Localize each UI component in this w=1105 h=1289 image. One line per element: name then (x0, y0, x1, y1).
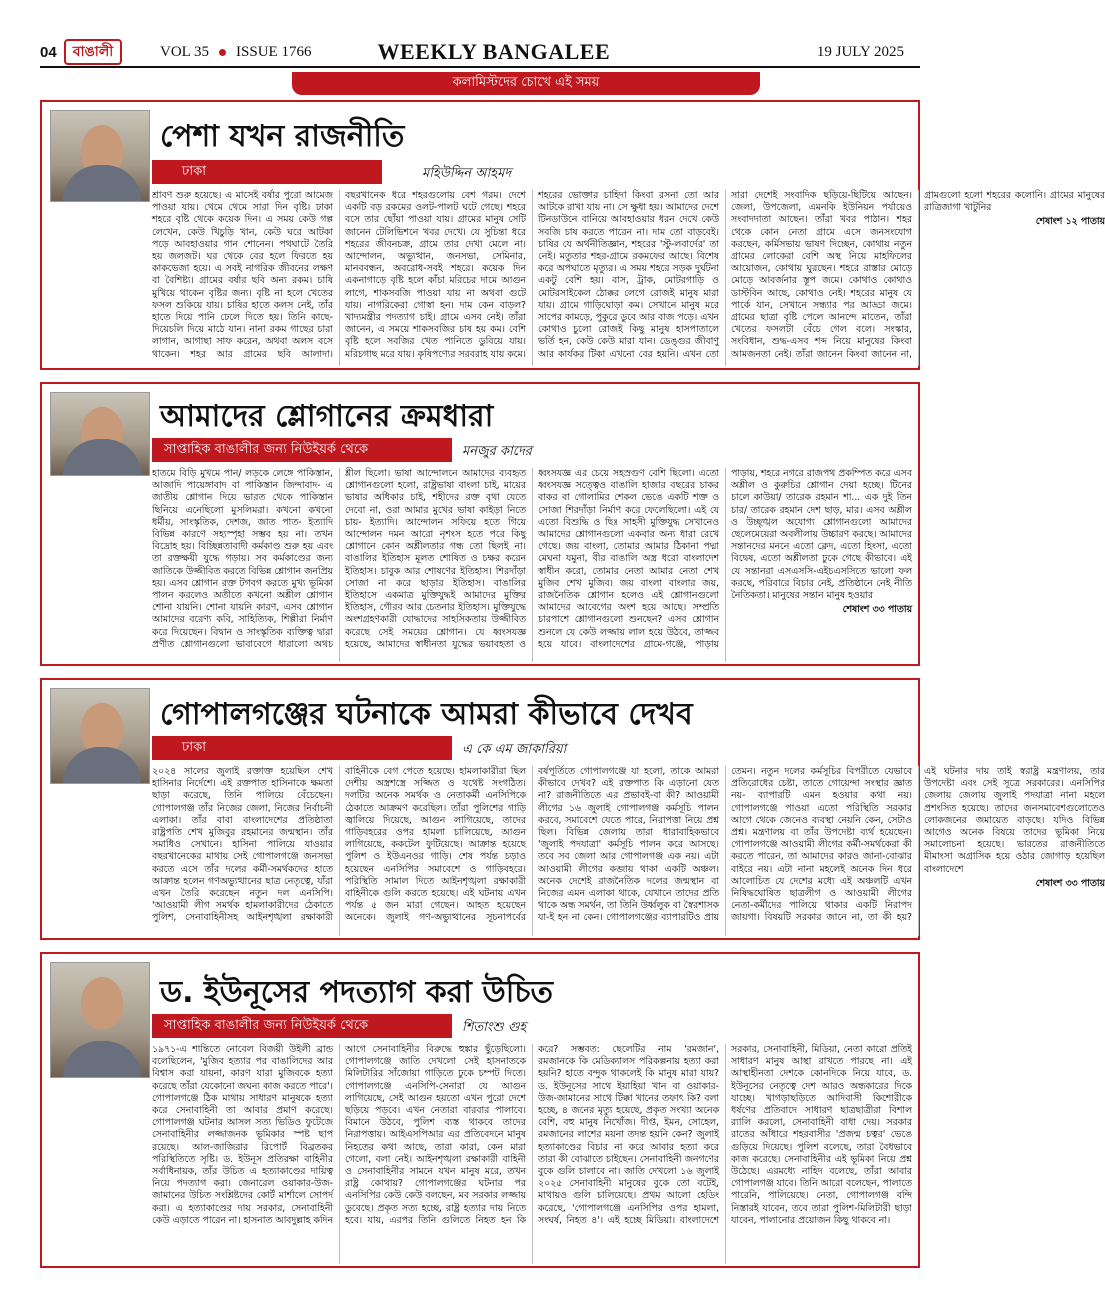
paper-name: WEEKLY BANGALEE (377, 39, 611, 64)
article-4 (40, 952, 920, 1268)
dateline-bar (152, 736, 452, 760)
article-headline: আমাদের শ্লোগানের ক্রমধারা (160, 399, 494, 434)
dateline-bar (152, 438, 452, 462)
article-author: এ কে এম জাকারিয়া (462, 742, 567, 757)
separator-dot-icon (219, 49, 226, 56)
volume-label: VOL 35 (160, 43, 210, 60)
dateline-place: সাপ্তাহিক বাঙালীর জন্য নিউইয়র্ক থেকে (164, 441, 369, 457)
dateline-place: ঢাকা (182, 163, 206, 179)
photo-body-shape (63, 439, 141, 475)
section-banner: কলামিস্টদের চোখে এই সময় (292, 72, 760, 95)
article-author: মহিউদ্দিন আহমদ (422, 166, 512, 181)
article-2 (40, 382, 920, 666)
continued-note: শেষাংশ ১২ পাতায় (1035, 216, 1105, 228)
photo-body-shape (63, 1041, 141, 1077)
continued-note: শেষাংশ ৩৩ পাতায় (842, 604, 912, 616)
article-body-text: হাতমে বিড়ি মুখমে পান/ লড়কে লেঙ্গে পাকিস্তান, আজাদি পায়েঙ্গাবাদ বা পাকিস্তান জিন্দাবাদ- এ জাতীয় শ্লোগান দিয়ে ভারত থেকে পাকিস্তান ছিনিয়ে এনেছিলো মুসলিমরা। কখনো কখনো ধর্মীয়, সাংস্কৃতিক, দেশজ, জাত পাত- ইত্যাদি বিভিন্ন কারণে সহ্যস্পৃহা সম্ভব হয় না। তখন বিদ্রোহ হয়। বিচ্ছিন্নতাবাদী কর্মকাণ্ড শুরু হয় এবং তা রক্তক্ষয়ী যুদ্ধে গড়ায়। সব কর্মকাণ্ডের জন্য জাতিকে উজ্জীবিত করতে বিভিন্ন শ্লোগান জনপ্রিয় হয়। এসব শ্লোগান রক্ত টগবগ করতে মুখ্য ভূমিকা পালন করলেও অতীতে কখনো অশ্লীল শ্লোগান শোনা যায়নি। শোনা যায়নি কারণ, এসব শ্লোগান আমাদের বরেণ্য কবি, সাহিত্যিক, শিল্পীরা নির্মাণ করে দিয়েছেন। বিদ্বান ও সাংস্কৃতিক ব্যক্তিত্ব দ্বারা প্রণীত শ্লোগানগুলো ভাবাবেগে ধারালো অথচ শ্লীল ছিলো। ভাষা আন্দোলনে আমাদের ব্যবহৃত শ্লোগানগুলো হলো, রাষ্ট্রভাষা বাংলা চাই, মায়ের ভাষার অধিকার চাই, শহীদের রক্ত বৃথা যেতে দেবো না, ওরা আমার মুখের ভাষা কাইড়া নিতে চায়- ইত্যাদি। আন্দোলন সফিয়ে হতে গিয়ে আন্দোলন দমন আরো নৃশংস হতে পরে কিছু শ্লোগানে কোন অশ্লীলতার গন্ধ তো ছিলই না। বাঙালির ইতিহাস মূলত শোষিত ও চক্ষর করেন ইতিহাস। চাবুক আর শোষণের ইতিহাস। শিরদাঁড়া সোজা না করে ছাড়ার ইতিহাস। বাঙালির ইতিহাসে একমাত্র মুক্তিযুদ্ধই আমাদের মুক্তির ইতিহাস, গৌরব আর চেতনার ইতিহাস। মুক্তিযুদ্ধে অংশগ্রহণকারী যোদ্ধাদের সাহসিকতায় উজ্জীবিত করেছে সেই সময়ের শ্লোগান। যে ধ্বংসযজ্ঞ হয়েছে, আমাদের স্বাধীনতা যুদ্ধের ভয়াবহতা ও ধ্বংসযজ্ঞ এর চেয়ে সহস্রগুণ বেশি ছিলো। এতো ধ্বংসযজ্ঞ সত্ত্বেও বাঙালি হাজার বছরের চাকর বাকর বা গোলামির শেকল ভেঙে একটি শক্ত ও সোজা শিরদাঁড়া নির্মাণ করে ফেলেছিলো। এই যে এতো বিশুদ্ধি ও ছিঃ সাহসী মুক্তিযুদ্ধ সেখানেও আমাদের শ্লোগানগুলো একবার অন্য ধারা রেখে গেছে। জয় বাংলা, তোমার আমার ঠিকানা পদ্মা মেঘনা যমুনা, বীর বাঙালি অস্ত্র ধরো বাংলাদেশ স্বাধীন করো, তোমার নেতা আমার নেতা শেখ মুজিব শেখ মুজিব। জয় বাংলা বাংলার জয়, রাজনৈতিক শ্লোগান হলেও এই শ্লোগানগুলো আমাদের আবেগের অংশ হয়ে আছে। সম্প্রতি চারপাশে শ্লোগানগুলো শুনছেন? এসব শ্লোগান শুনলে যে কেউ লজ্জায় লাল হয়ে উঠবে, তাজ্জব হয়ে যাবে। বাংলাদেশের গ্রামে-গঞ্জে, পাড়ায় পাড়ায়, শহরে নগরে রাজপথ প্রকম্পিত করে এসব অশ্লীল ও কুরুচির শ্লোগান দেয়া হচ্ছে। টিনের চালে কাউয়া/ তারেক রহমান শা... এক দুই তিন চার/ তারেক রহমান দেশ ছাড়, মার। এসব অশ্লীল ও উচ্ছৃঙ্খল অযোগ্য শ্লোগানগুলো আমাদের ছেলেমেয়েরা অবলীলায় উচ্চারণ করছে। আমাদের সন্তানদের মননে এতো ক্লেদ, এতো হিংসা, এতো বিদ্বেষ, এতো অশ্লীলতা ঢুকে গেছে কীভাবে। এই যে সন্তানরা এসএসসি-এইচএসসিতে ভালো ফল করছে, পরিবারে বিচার নেই, প্রতিষ্ঠানে নেই নীতি নৈতিকতা। মানুষের সন্তান মানুষ হওয়ার (152, 468, 912, 650)
photo-head-shape (81, 977, 123, 1029)
author-photo (50, 110, 150, 202)
article-body-text: ১৯৭১-এ শান্তিতে নোবেল বিজয়ী উইলী ব্রান্ড বলেছিলেন, 'মুজিব হত্যার পর বাঙালিদের আর বিশ্বাস করা যায়না, কারণ যারা মুজিবকে হত্যা করেছে তাঁরা যেকোনো জঘন্য কাজ করতে পারে'। গোপালগঞ্জে ঠিক মাথায় সাধারণ মানুষকে হত্যা করে সেনাবাহিনী তা আবার প্রমাণ করেছে। গোপালগঞ্জ ঘটনার আসল সত্য ভিডিও ফুটেজে সেনাবাহিনীর লজ্জাজনক ভূমিকার স্পষ্ট ছাপ রয়েছে। আল-জাজিরার রিপোর্ট বিব্রতকর পরিস্থিতিতে সৃষ্টি। ড. ইউনূস প্রতিরক্ষা বাহিনীর সর্বাধিনায়ক, তাঁর উচিত এ হত্যাকাণ্ডের দায়িত্ব নিয়ে পদত্যাগ করা। জেনারেল ওয়াকার-উজ-জামানের উচিত সংশ্লিষ্টদের কোর্ট মার্শালে সোপর্দ করা। এ হত্যাকাণ্ডের দায় সরকার, সেনাবাহিনী কেউ এড়াতে পারেন না। হাসনাত আবদুল্লাহ কদিন আগে সেনাবাহিনীর বিরুদ্ধে হুঙ্কার ছুঁড়েছিলো। গোপালগঞ্জে জাতি দেখলো সেই হাসনাতকে মিলিটারির সাঁজোয়া গাড়িতে ঢুকে চম্পট দিতে। গোপালগঞ্জে এনসিপি-সেনারা যে আগুন লাগিয়েছে, সেই আগুন হয়তো এখন পুরো দেশে ছড়িয়ে পড়বে। এখন নেতারা বারবার পালাবে। বিমানে উঠবে, পুলিশ ব্যস্ত থাকবে তাদের নিরাপত্তায়। আইএসপিআর এর প্রতিবেদনে মানুষ নিহতের কথা আছে, তারা কারা, কেন মারা গেলো, বলা নেই। আইনশৃঙ্খলা রক্ষাকারী বাহিনী ও সেনাবাহিনীর সামনে যখন মানুষ মরে, তখন রাষ্ট্র কোথায়? গোপালগঞ্জের ঘটনার পর এনসিপির কেউ কেউ বলছেন, মব সরকার লজ্জায় ডুবেছে। প্রকৃত সত্য হচ্ছে, রাষ্ট্র হত্যার দায় নিতে হবে। যায়, এরপর তিনি গুলিতে নিহত হন কি করে? সম্ভবত: ছেলেটির নাম 'রমজান', রমজানকে কি মেডিক্যালস পরিকল্পনায় হত্যা করা হয়নি? হাতে বন্দুক থাকলেই কি মানুষ মারা যায়? ড. ইউনূসের সাথে ইয়াহিয়া খান বা ওয়াকার-উজ-জামানের সাথে টিক্কা খানের তফাৎ কি? বলা হচ্ছে, ৪ জনের মৃত্যু হয়েছে, প্রকৃত সংখ্যা অনেক বেশি, বহু মানুষ নিখোঁজ। দীপ্ত, ইমন, সোহেল, রমজানের লাশের ময়না তদন্ত হয়নি কেন? জুলাই হত্যাকাণ্ডের বিচার না করে আবার হত্যা করে তারা কী বোঝাতে চাইছেন। সেনাবাহিনী জনগণের বুকে গুলি চালাবে না। জাতি দেখলো ১৬ জুলাই ২০২৫ সেনাবাহিনী মানুষের বুকে তো বটেই, মাথায়ও গুলি চালিয়েছে। প্রথম আলো হেডিং করেছে, 'গোপালগঞ্জে এনসিপির ওপর হামলা, সংঘর্ষ, নিহত ৪'। এই হচ্ছে মিডিয়া। বাংলাদেশে সরকার, সেনাবাহিনী, মিডিয়া, নেতা কারো প্রতিই সাধারণ মানুষ আস্থা রাখতে পারছে না। এই আস্থাহীনতা দেশকে কোনদিকে নিয়ে যাবে, ড. ইউনূসের নেতৃত্বে দেশ আরও অন্ধকারের দিকে যাচ্ছে। খাগড়াছড়িতে আদিবাসী কিশোরীকে ধর্ষণের প্রতিবাদে সাধারণ ছাত্রছাত্রীরা বিশাল র‍্যালি করলো, সেনাবাহিনী বাধা দেয়। সরকার রাতের আঁধারে শহরবাসীর 'প্রজন্ম চত্বর' ভেঙে গুড়িয়ে দিয়েছে। পুলিশ বলেছে, তারা বৈধভাবে কাজ করেছে। সেনাবাহিনীর এই ভূমিকা নিয়ে প্রশ্ন উঠেছে। এরমধ্যে নাহিদ বলেছে, তাঁরা আবার গোপালগঞ্জ যাবে। তিনি আরো বলেছেন, পালাতে পারেনি, পালিয়েছে। নেতা, গোপালগঞ্জ বন্দি নিস্তারই যাবেন, তবে তারা পুলিশ-মিলিটারী ছাড়া যাবেন, পালানোর প্রয়োজন কিছু থাকবে না। (152, 1044, 912, 1226)
article-author: মনজুর কাদের (462, 444, 532, 459)
author-photo (50, 962, 150, 1078)
issue-date: 19 JULY 2025 (816, 43, 904, 60)
photo-body-shape (63, 747, 141, 783)
dateline-place: সাপ্তাহিক বাঙালীর জন্য নিউইয়র্ক থেকে (164, 1017, 369, 1033)
article-author: শিতাংশু গুহ (462, 1020, 527, 1035)
article-3 (40, 678, 1105, 940)
newspaper-logo: বাঙালী (64, 39, 122, 65)
article-body-text: শ্রাবণ শুরু হয়েছে। এ মাসেই বর্ষার পুরো আমেজ পাওয়া যায়। থেমে থেমে সারা দিন বৃষ্টি। ঢাকা শহরে বৃষ্টি থেকে কয়েক দিন। এ সময় কেউ গল্প লেখেন, কেউ খিচুড়ি খান, কেউ ঘরে আটকা পড়ে আবহাওয়ার গান শোনেন। পথঘাটে তৈরি হয় জলজট। ঘর থেকে বের হলে ফিরতে হয় কাকভেজা হয়ে। এ সবই নাগরিক জীবনের লক্ষণ বা বৈশিষ্ট্য। গ্রামের বর্ষার ছবি অন্য রকম। চাষি মুখিয়ে থাকেন বৃষ্টির জন্য। বৃষ্টি না হলে খেতের ফসল শুকিয়ে যায়। চাষির হাতে কলস নেই, তাঁর হাতে দিয়ে পানি ঢেলে দিতে হয়। তিনি কাছে-দিয়েচলি দিয়ে মাঠে যান। নানা রকম গাছের চারা লাগান, আগাছা সাফ করেন, অথবা অলস বসে থাকেন। শহর আর গ্রামের ছবি আলাদা। বছরখানেক ধরে শহরগুলোয় বেশ গরম। দেশে একটি বড় রকমের ওলট-পালট ঘটে গেছে। শহরে বসে তার ছোঁয়া পাওয়া যায়। গ্রামের মানুষ সেটি জানেন টেলিভিশনে খবর দেখে। যে সুচিন্তা ধরে শহরের জীবনচক্র, গ্রামে তার দেখা মেলে না। আন্দোলন, অভ্যুত্থান, জনসভা, সেমিনার, মানববন্ধন, অবরোধ-সবই শহরে। কয়েক দিন একনাগাড়ে বৃষ্টি হলে কাঁচা মরিচের দামে আগুন লাগে, শাকসবজি পাওয়া যায় না অথবা গুটে যায়। নাগরিকেরা গোস্বা হন। দাম কেন বাড়ল? খাদ্যমন্ত্রীর পদত্যাগ চাই। গ্রামে এসব নেই। তাঁরা জানেন, এ সময়ে শাকসবজির চাষ হয় কম। বেশি বৃষ্টি হলে সবজির খেত পানিতে ডুবিয়ে যায়। মরিচগাছ মরে যায়। কৃষিপণ্যের সরবরাহ যায় কমে। শহরের ভোক্তার চাহিদা কিংবা রসনা তো আর আটকে রাখা যায় না। সে ক্ষুধা হয়। আমাদের দেশে টিনডাউনে বানিয়ে আবহাওয়ার ধরন দেখে কেউ সবজি চাষ করতে পারেন না। দাম তো বাড়বেই। চাষির যে অর্থনীতিজ্ঞান, শহরের 'স্টু-লবার্দের' তা নেই। মতুতার শহর-গ্রামে রকমফের আছে। বিশেষ করে অপঘাতে মৃত্যুর। এ সময় শহরে সড়ক দুর্ঘটনা একটু বেশি হয়। বাস, ট্রাক, মোটরগাড়ি ও মোটরসাইকেল ঠোক্কর লেগে রোজই মানুষ মারা যায়। গ্রামে গাড়িঘোড়া কম। সেখানে মানুষ মরে সাপের কামড়ে, পুকুরে ডুবে আর বাজ পড়ে। এখন কোথাও চুলো রোজই কিছু মানুষ হাসপাতালে ভর্তি হন, কেউ কেউ মারা যান। ডেঙ্গুর জীবাণু আর কার্যকর টিকা এখনো বের হয়নি। এখন তো সারা দেশেই সংবাদিক ছড়িয়ে-ছিটিয়ে আছেন। জেলা, উপজেলা, এমনকি ইউনিয়ন পর্যায়েও সংবাদদাতা আছেন। তাঁরা খবর পাঠান। শহর থেকে কোন নেতা গ্রামে এসে জনসংযোগ করছেন, কর্মিসভায় ভাষণ দিচ্ছেন, কোথায় নতুন গ্রামের লোকেরা বেশি অস্থ নিয়ে মাহফিলের আয়োজন, কোথায় ঘুরছেন। শহরে রাস্তার মোড়ে মোড়ে আবর্জনার স্তূপ জমে। কোথাও কোথাও ডাস্টবিন আছে, কোথাও নেই। শহরের মানুষ যে পার্কে যান, সেখানে সন্ধ্যার পর আড্ডা জমে। গ্রামের ছাত্রা বৃষ্টি পেলে আনন্দে মাতেন, তাঁরা খেতের ফসলটা বেঁচে গেল বলে। সংস্কার, সংবিধান, শুদ্ধ-এসব শব্দ নিয়ে মানুষের কিংবা আমজনতা নেই। তাঁরা জানেন কিংবা জানেন না, গ্রামগুলো হলো শহরের কলোনি। গ্রামের মানুষের রাত্রিজাগা খাটুনির (152, 190, 1105, 360)
article-body (152, 766, 1105, 936)
masthead (40, 38, 920, 68)
author-photo (50, 688, 150, 784)
article-1 (40, 100, 1105, 370)
article-body-text: ২০২৪ সালের জুলাই রক্তাক্ত হয়েছিল শেখ হাসিনার নির্দেশে। এই রক্তপাত হাসিনাকে ক্ষমতা ছাড়া করেছে, তিনি পালিয়ে বেঁচেছেন। গোপালগঞ্জ তাঁর নিজের জেলা, নিজের নির্বাচনী এলাকা। তাঁর বাবা বাংলাদেশের প্রতিষ্ঠাতা রাষ্ট্রপতি শেখ মুজিবুর রহমানের জন্মস্থান। তাঁর সমাধিও সেখানে। হাসিনা পালিয়ে যাওয়ার বছরখানেকের মাথায় সেই গোপালগঞ্জে জনসভা করতে এসে তাঁর দলের কর্মী-সমর্থকদের হাতে আক্রান্ত হলেন গণঅভ্যুত্থানের ছাত্র নেতৃত্বে, যাঁরা এখন তৈরি করেছেন নতুন দল এনসিপি। 'আওয়ামী লীগ সমর্থক হামলাকারীদের ঠেকাতে পুলিশ, সেনাবাহিনীসহ আইনশৃঙ্খলা রক্ষাকারী বাহিনীকে বেগ পেতে হয়েছে। হামলাকারীরা ছিল দেশীয় অস্ত্রশস্ত্রে সজ্জিত ও যথেষ্ট সংগঠিত। দলটির অনেক সমর্থক ও নেতাকর্মী এনসিপিকে ঠেকাতে আক্রমণ করেছিল। তাঁরা পুলিশের গাড়ি জ্বালিয়ে দিয়েছে, আগুন লাগিয়েছে, তাদের গাড়িবহরের ওপর হামলা চালিয়েছে, আগুন লাগিয়েছে, ককটেল ফুটিয়েছে। আক্রান্ত হয়েছে পুলিশ ও ইউএনওর গাড়ি। শেষ পর্যন্ত চড়াও হয়েছেন এনসিপির সমাবেশে ও গাড়িবহরে। পরিস্থিতি সামাল দিতে আইনশৃঙ্খলা রক্ষাকারী বাহিনীকে গুলি করতে হয়েছে। এই ঘটনায় এখন পর্যন্ত ৫ জন মারা গেছেন। আহত হয়েছেন অনেকে। জুলাই গণ-অভ্যুত্থানের সূচনাপর্বের বর্ষপূর্তিতে গোপালগঞ্জে যা হলো, তাকে আমরা কীভাবে দেখব? এই রক্তপাত কি এড়ানো যেত না? রাজনীতিতে এর প্রভাবই-বা কী? আওয়ামী লীগের ১৬ জুলাই গোপালগঞ্জ কর্মসূচি পালন করবে, সমাবেশে যেতে পারে, নিরাপত্তা নিয়ে প্রশ্ন ছিল। বিভিন্ন জেলায় তারা ধারাবাহিকভাবে 'জুলাই পদযাত্রা' কর্মসূচি পালন করে আসছে। তবে সব জেলা আর গোপালগঞ্জ এক নয়। এটা আওয়ামী লীগের কব্জায় থাকা একটি অঞ্চল। অনেক দেশেই রাজনৈতিক দলের জন্মস্থান বা নিজের এমন এলাকা থাকে, যেখানে তাদের প্রতি থাকে অন্ধ সমর্থন, তা তিনি উর্ধ্বলুক বা স্বৈরশাসক যা-ই হন না কেন। গোপালগঞ্জের ব্যাপারটিও প্রায় তেমন। নতুন দলের কর্মসূচির বিপরীতে যেভাবে প্রতিরোধের চেষ্টা, তাতে গোয়েন্দা সংস্থার জ্ঞাত নয়- ব্যাপারটি এমন হওয়ার কথা নয়। গোপালগঞ্জে পাওয়া এতো পরিস্থিতি সরকার আগে থেকে জেনেও ব্যবস্থা নেয়নি কেন, সেটাও প্রশ্ন। মন্ত্রণালয় বা তাঁর উপদেষ্টা ব্যর্থ হয়েছেন। গোপালগঞ্জে আওয়ামী লীগের কর্মী-সমর্থকেরা কী করতে পারেন, তা আমাদের কারও জানা-বোঝার বাইরে নয়। এটা নানা মহলেই অনেক দিন ধরে আলোচিত যে দেশের মধ্যে এই অঞ্চলটি এখন নিষিদ্ধঘোষিত ছাত্রলীগ ও আওয়ামী লীগের নেতা-কর্মীদের পালিয়ে থাকার একটি নিরাপদ জায়গা। বিষয়টি সরকার জানে না, তা কী হয়? এই ঘটনার দায় তাই স্বরাষ্ট্র মন্ত্রণালয়, তার উপদেষ্টা এবং সেই সূত্রে সরকারের। এনসিপির জেলায় জেলায় জুলাই পদযাত্রা নানা মহলে প্রশংসিত হয়েছে। তাদের জনসমাবেশগুলোতেও লোকজনের জমায়েত বাড়ছে। যদিও বিভিন্ন আগেও অনেক বিষয়ে তাদের ভূমিকা নিয়ে সমালোচনা হয়েছে। ভারতের রাজনীতিতে মীমাংসা অগ্রাসিক হয়ে ওঠার জোগাড় হয়েছিল বাংলাদেশে (152, 766, 1105, 924)
photo-body-shape (63, 165, 141, 201)
dateline-bar (152, 160, 382, 184)
dateline-bar (152, 1014, 452, 1038)
issue-label: ISSUE 1766 (236, 43, 312, 60)
article-body (152, 468, 912, 662)
page-number: 04 (40, 43, 57, 61)
continued-note: শেষাংশ ৩৩ পাতায় (1035, 877, 1105, 889)
dateline-place: ঢাকা (182, 739, 206, 755)
article-headline: গোপালগঞ্জের ঘটনাকে আমরা কীভাবে দেখব (160, 697, 693, 732)
article-body (152, 1044, 912, 1264)
article-body (152, 190, 1105, 366)
article-headline: পেশা যখন রাজনীতি (160, 119, 405, 154)
author-photo (50, 392, 150, 476)
article-headline: ড. ইউনূসের পদত্যাগ করা উচিত (160, 975, 554, 1010)
